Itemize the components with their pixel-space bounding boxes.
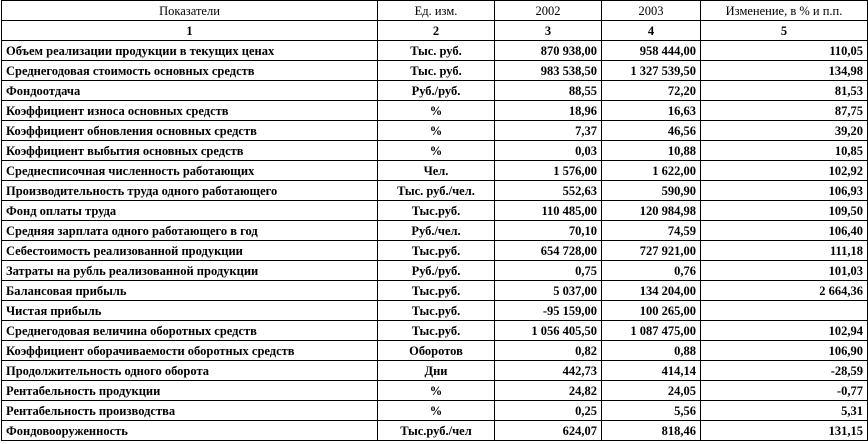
column-number: 4 [602,21,701,41]
table-row [2,401,868,421]
indicator-name-cell: Балансовая прибыль [2,281,378,301]
column-number: 2 [378,21,495,41]
value-2002-cell: 18,96 [495,101,602,121]
unit-cell: % [378,401,495,421]
indicator-name-cell: Среднегодовая величина оборотных средств [2,321,378,341]
header-indicators: Показатели [2,1,378,21]
value-2003-cell: 590,90 [602,181,701,201]
value-2003-cell: 818,46 [602,421,701,441]
unit-cell: Руб./руб. [378,81,495,101]
table-row [2,121,868,141]
indicator-name-cell: Производительность труда одного работающего [2,181,378,201]
unit-cell: Тыс.руб. [378,301,495,321]
indicator-name-cell: Средняя зарплата одного работающего в год [2,221,378,241]
indicator-name-cell: Среднесписочная численность работающих [2,161,378,181]
value-2002-cell: 1 056 405,50 [495,321,602,341]
unit-cell: Тыс.руб. [378,281,495,301]
value-2003-cell: 120 984,98 [602,201,701,221]
value-2003-cell: 24,05 [602,381,701,401]
unit-cell: Тыс. руб. [378,61,495,81]
change-cell: 2 664,36 [701,281,868,301]
value-2003-cell: 1 622,00 [602,161,701,181]
unit-cell: Руб./чел. [378,221,495,241]
change-cell: 106,93 [701,181,868,201]
unit-cell: % [378,381,495,401]
indicator-name-cell: Себестоимость реализованной продукции [2,241,378,261]
unit-cell: Тыс. руб./чел. [378,181,495,201]
value-2002-cell: 70,10 [495,221,602,241]
value-2002-cell: 1 576,00 [495,161,602,181]
value-2002-cell: 0,75 [495,261,602,281]
value-2003-cell: 1 327 539,50 [602,61,701,81]
header-unit: Ед. изм. [378,1,495,21]
change-cell: 109,50 [701,201,868,221]
indicator-name-cell: Объем реализации продукции в текущих ценах [2,41,378,61]
value-2003-cell: 1 087 475,00 [602,321,701,341]
table-row [2,341,868,361]
table-row [2,81,868,101]
change-cell: -28,59 [701,361,868,381]
unit-cell: % [378,101,495,121]
indicator-name-cell: Коэффициент износа основных средств [2,101,378,121]
value-2003-cell: 134 204,00 [602,281,701,301]
indicator-name-cell: Коэффициент обновления основных средств [2,121,378,141]
change-cell: 106,40 [701,221,868,241]
value-2003-cell: 46,56 [602,121,701,141]
table-row [2,61,868,81]
column-number: 5 [701,21,868,41]
header-row [2,1,868,21]
change-cell: 110,05 [701,41,868,61]
change-cell: 111,18 [701,241,868,261]
indicator-name-cell: Коэффициент выбытия основных средств [2,141,378,161]
indicator-name-cell: Чистая прибыль [2,301,378,321]
unit-cell: % [378,121,495,141]
table-row [2,141,868,161]
header-change: Изменение, в % и п.п. [701,1,868,21]
value-2002-cell: 552,63 [495,181,602,201]
table-row [2,321,868,341]
header-year-2003: 2003 [602,1,701,21]
table-row [2,381,868,401]
indicator-name-cell: Продолжительность одного оборота [2,361,378,381]
indicator-name-cell: Рентабельность производства [2,401,378,421]
column-number-row [2,21,868,41]
value-2002-cell: 624,07 [495,421,602,441]
unit-cell: Тыс.руб. [378,201,495,221]
unit-cell: Тыс.руб./чел [378,421,495,441]
value-2003-cell: 74,59 [602,221,701,241]
table-row [2,301,868,321]
change-cell [701,301,868,321]
indicators-table [1,0,868,441]
indicator-name-cell: Затраты на рубль реализованной продукции [2,261,378,281]
value-2002-cell: 654 728,00 [495,241,602,261]
value-2002-cell: 983 538,50 [495,61,602,81]
table-body [2,41,868,441]
unit-cell: Дни [378,361,495,381]
unit-cell: % [378,141,495,161]
column-number: 3 [495,21,602,41]
value-2002-cell: 110 485,00 [495,201,602,221]
table-row [2,221,868,241]
unit-cell: Тыс. руб. [378,41,495,61]
indicator-name-cell: Среднегодовая стоимость основных средств [2,61,378,81]
value-2003-cell: 72,20 [602,81,701,101]
change-cell: 106,90 [701,341,868,361]
change-cell: 102,94 [701,321,868,341]
value-2003-cell: 5,56 [602,401,701,421]
unit-cell: Тыс.руб. [378,241,495,261]
table-row [2,241,868,261]
change-cell: 131,15 [701,421,868,441]
value-2002-cell: -95 159,00 [495,301,602,321]
value-2002-cell: 24,82 [495,381,602,401]
value-2003-cell: 958 444,00 [602,41,701,61]
value-2002-cell: 0,03 [495,141,602,161]
header-year-2002: 2002 [495,1,602,21]
value-2003-cell: 414,14 [602,361,701,381]
table-header [2,1,868,41]
table-row [2,161,868,181]
change-cell: 81,53 [701,81,868,101]
value-2003-cell: 727 921,00 [602,241,701,261]
value-2003-cell: 16,63 [602,101,701,121]
unit-cell: Тыс.руб. [378,321,495,341]
change-cell: 87,75 [701,101,868,121]
table-row [2,281,868,301]
table-row [2,101,868,121]
unit-cell: Чел. [378,161,495,181]
change-cell: 102,92 [701,161,868,181]
value-2002-cell: 0,25 [495,401,602,421]
unit-cell: Оборотов [378,341,495,361]
indicator-name-cell: Рентабельность продукции [2,381,378,401]
table-row [2,41,868,61]
table-row [2,421,868,441]
indicator-name-cell: Фондоотдача [2,81,378,101]
table-row [2,361,868,381]
indicator-name-cell: Фондовооруженность [2,421,378,441]
change-cell: 39,20 [701,121,868,141]
change-cell: 101,03 [701,261,868,281]
indicator-name-cell: Фонд оплаты труда [2,201,378,221]
value-2002-cell: 442,73 [495,361,602,381]
table-row [2,181,868,201]
change-cell: 134,98 [701,61,868,81]
value-2003-cell: 0,76 [602,261,701,281]
value-2002-cell: 870 938,00 [495,41,602,61]
change-cell: 10,85 [701,141,868,161]
table-row [2,201,868,221]
change-cell: -0,77 [701,381,868,401]
column-number: 1 [2,21,378,41]
value-2003-cell: 0,88 [602,341,701,361]
value-2002-cell: 5 037,00 [495,281,602,301]
unit-cell: Руб./руб. [378,261,495,281]
value-2002-cell: 88,55 [495,81,602,101]
value-2003-cell: 100 265,00 [602,301,701,321]
change-cell: 5,31 [701,401,868,421]
value-2002-cell: 0,82 [495,341,602,361]
indicator-name-cell: Коэффициент оборачиваемости оборотных средств [2,341,378,361]
table-row [2,261,868,281]
value-2003-cell: 10,88 [602,141,701,161]
value-2002-cell: 7,37 [495,121,602,141]
